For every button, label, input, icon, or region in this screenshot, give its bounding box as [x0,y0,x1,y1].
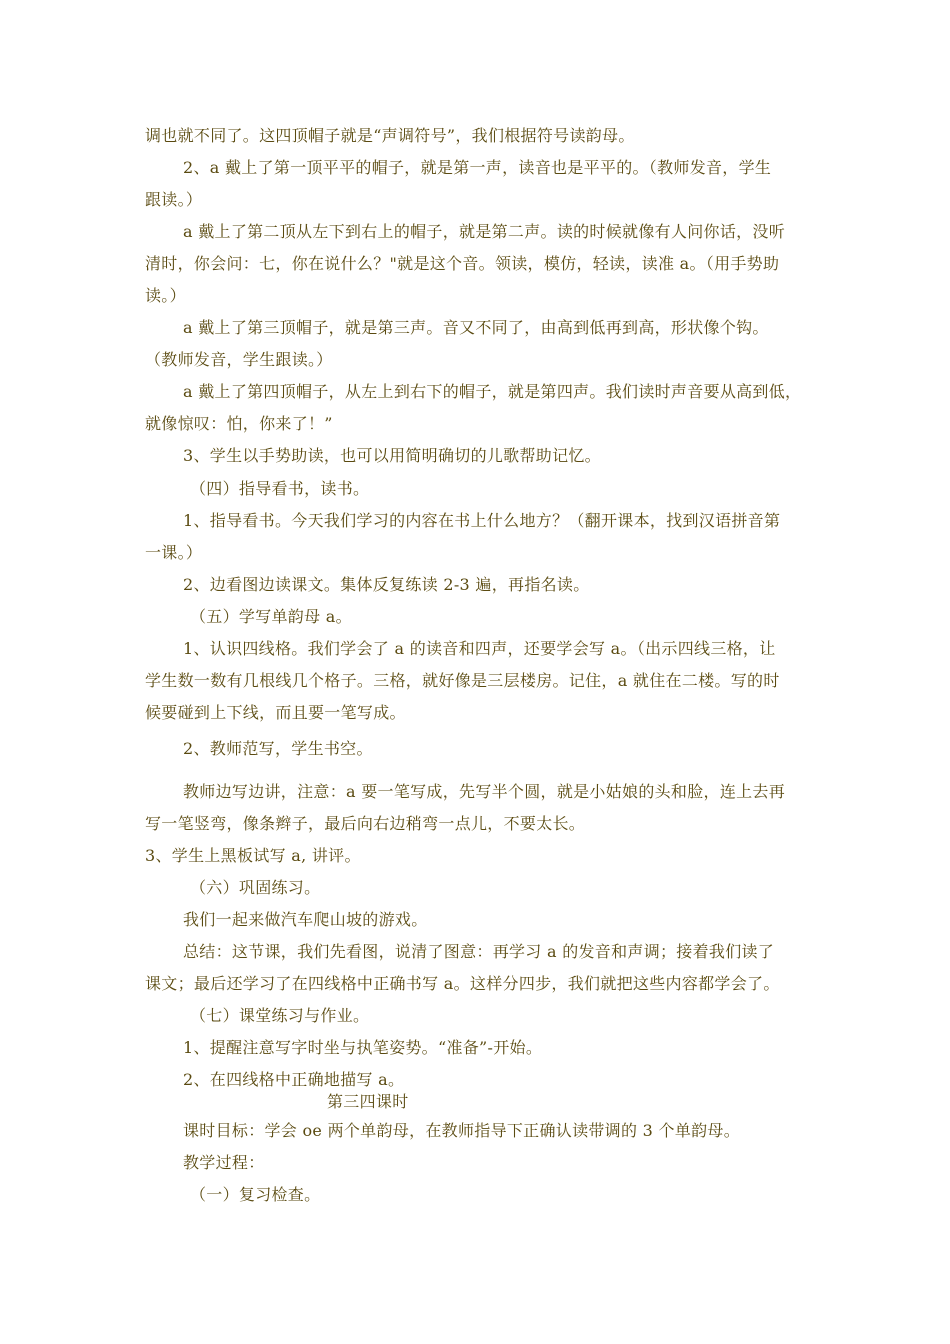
text-line: （教师发音，学生跟读。） [145,350,333,369]
text-line: 教学过程： [183,1153,265,1172]
lesson-title: 第三四课时 [327,1092,409,1111]
text-line: 3、学生以手势助读，也可以用简明确切的儿歌帮助记忆。 [183,446,601,465]
text-line: a 戴上了第二顶从左下到右上的帽子，就是第二声。读的时候就像有人问你话，没听 [183,222,786,241]
text-line: 2、教师范写，学生书空。 [183,739,373,758]
section-heading: （七）课堂练习与作业。 [190,1006,370,1025]
section-heading: （六）巩固练习。 [190,878,321,897]
text-line: 课文；最后还学习了在四线格中正确书写 a。这样分四步，我们就把这些内容都学会了。 [145,974,780,993]
text-line: 课时目标：学会 oe 两个单韵母，在教师指导下正确认读带调的 3 个单韵母。 [183,1121,741,1140]
text-line: 1、指导看书。今天我们学习的内容在书上什么地方？（翻开课本，找到汉语拼音第 [183,511,781,530]
text-line: a 戴上了第四顶帽子，从左上到右下的帽子，就是第四声。我们读时声音要从高到低， [183,382,802,401]
text-line: 一课。） [145,543,203,562]
text-line: a 戴上了第三顶帽子，就是第三声。音又不同了，由高到低再到高，形状像个钩。 [183,318,769,337]
text-line: 2、在四线格中正确地描写 a。 [183,1070,405,1089]
text-line: 就像惊叹：怕，你来了！” [145,414,333,433]
text-line: 学生数一数有几根线几个格子。三格，就好像是三层楼房。记住，a 就住在二楼。写的时 [145,671,780,690]
text-line: 3、学生上黑板试写 a, 讲评。 [145,846,361,865]
text-line: 2、a 戴上了第一顶平平的帽子，就是第一声，读音也是平平的。（教师发音，学生 [183,158,772,177]
text-line: 总结：这节课，我们先看图，说清了图意：再学习 a 的发音和声调；接着我们读了 [183,942,775,961]
text-line: 读。） [145,286,186,305]
text-line: 教师边写边讲，注意：a 要一笔写成，先写半个圆，就是小姑娘的头和脸，连上去再 [183,782,786,801]
text-line: 2、边看图边读课文。集体反复练读 2-3 遍，再指名读。 [183,575,590,594]
text-line: 清时，你会问：七，你在说什么？"就是这个音。领读，模仿，轻读，读准 a。（用手势助 [145,254,780,273]
text-line: 1、认识四线格。我们学会了 a 的读音和四声，还要学会写 a。（出示四线三格，让 [183,639,776,658]
text-line: 调也就不同了。这四顶帽子就是“声调符号”，我们根据符号读韵母。 [145,126,635,145]
section-heading: （四）指导看书，读书。 [190,479,370,498]
text-line: 跟读。） [145,190,203,209]
text-line: 候要碰到上下线，而且要一笔写成。 [145,703,406,722]
text-line: 1、提醒注意写字时坐与执笔姿势。“准备”-开始。 [183,1038,543,1057]
text-line: 我们一起来做汽车爬山坡的游戏。 [183,910,428,929]
section-heading: （五）学写单韵母 a。 [190,607,352,626]
text-line: 写一笔竖弯，像条辫子，最后向右边稍弯一点儿，不要太长。 [145,814,586,833]
section-heading: （一）复习检查。 [190,1185,321,1204]
